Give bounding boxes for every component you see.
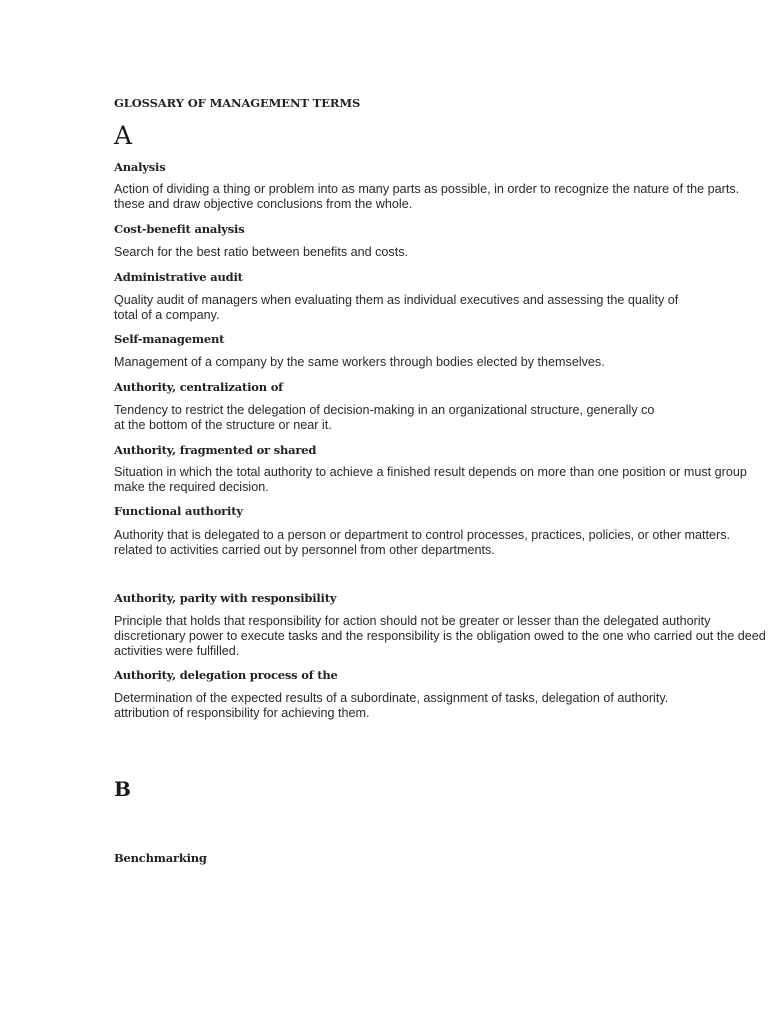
term-authority-fragmented: Authority, fragmented or shared	[114, 443, 317, 457]
definition-line: discretionary power to execute tasks and the responsibility is the obligation owed to the one who carried out the deed	[114, 629, 766, 643]
definition-line: Action of dividing a thing or problem into as many parts as possible, in order to recognize the nature of the parts.	[114, 182, 740, 196]
term-cost-benefit-analysis: Cost-benefit analysis	[114, 222, 245, 236]
definition-cost-benefit-analysis	[114, 245, 408, 260]
definition-line: Determination of the expected results of a subordinate, assignment of tasks, delegation of authority.	[114, 691, 669, 705]
definition-line: Quality audit of managers when evaluating them as individual executives and assessing the quality of	[114, 293, 679, 307]
definition-line: attribution of responsibility for achieving them.	[114, 706, 370, 720]
glossary-page	[114, 0, 768, 1024]
definition-authority-delegation-process	[114, 691, 668, 721]
definition-line: these and draw objective conclusions from the whole.	[114, 197, 413, 211]
definition-line: at the bottom of the structure or near it.	[114, 418, 332, 432]
definition-line: related to activities carried out by personnel from other departments.	[114, 543, 495, 557]
definition-functional-authority	[114, 528, 730, 558]
definition-analysis	[114, 182, 739, 212]
term-analysis: Analysis	[114, 160, 166, 174]
definition-line: Search for the best ratio between benefits and costs.	[114, 245, 409, 259]
term-authority-centralization: Authority, centralization of	[114, 380, 283, 394]
term-self-management: Self-management	[114, 332, 225, 346]
section-letter-b: B	[114, 777, 131, 801]
definition-line: Principle that holds that responsibility for action should not be greater or lesser than the delegated authority	[114, 614, 711, 628]
definition-line: activities were fulfilled.	[114, 644, 240, 658]
definition-line: total of a company.	[114, 308, 220, 322]
term-authority-parity: Authority, parity with responsibility	[114, 591, 337, 605]
definition-authority-centralization	[114, 403, 654, 433]
definition-line: Tendency to restrict the delegation of decision-making in an organizational structure, generally co	[114, 403, 655, 417]
definition-administrative-audit	[114, 293, 678, 323]
term-authority-delegation-process: Authority, delegation process of the	[114, 668, 338, 682]
term-benchmarking: Benchmarking	[114, 851, 207, 865]
term-functional-authority: Functional authority	[114, 504, 243, 518]
document-title: GLOSSARY OF MANAGEMENT TERMS	[114, 96, 361, 110]
section-letter-a: A	[114, 121, 133, 150]
definition-line: Situation in which the total authority to achieve a finished result depends on more than one position or must group	[114, 465, 747, 479]
definition-line: Management of a company by the same workers through bodies elected by themselves.	[114, 355, 605, 369]
definition-line: make the required decision.	[114, 480, 269, 494]
term-administrative-audit: Administrative audit	[114, 270, 243, 284]
definition-authority-parity	[114, 614, 766, 659]
definition-line: Authority that is delegated to a person or department to control processes, practices, policies, or other matters.	[114, 528, 731, 542]
definition-self-management	[114, 355, 605, 370]
definition-authority-fragmented	[114, 465, 747, 495]
